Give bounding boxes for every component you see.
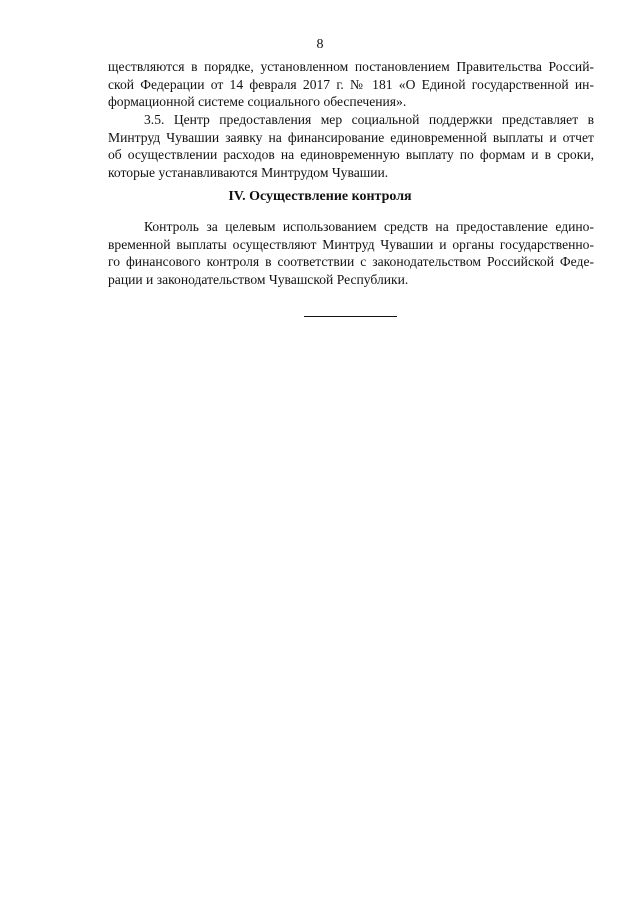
text-line: рации и законодательством Чувашской Республики.	[108, 271, 409, 287]
text-line: которые устанавливаются Минтрудом Чувашии.	[108, 164, 389, 180]
text-line: формационной системе социального обеспечения».	[108, 94, 407, 109]
text-line: го финансового контроля в соответствии с законодательством Российской Феде-	[108, 254, 594, 269]
text-line: 3.5. Центр предоставления мер социальной поддержки представляет в	[144, 112, 594, 127]
end-of-document-rule	[304, 316, 397, 317]
text-line: ской Федерации от 14 февраля 2017 г. № 181 «О Единой государственной ин-	[108, 76, 594, 92]
paragraph-3-5	[108, 111, 594, 181]
text-line: об осуществлении расходов на единовременную выплату по формам и в сроки,	[108, 147, 594, 162]
text-line: Минтруд Чувашии заявку на финансирование единовременной выплаты и отчет	[108, 129, 594, 145]
paragraph-3-4-continuation	[108, 58, 594, 111]
page-number: 8	[316, 37, 324, 52]
section-heading: IV. Осуществление контроля	[228, 189, 412, 204]
text-line: Контроль за целевым использованием средств на предоставление едино-	[144, 219, 594, 234]
paragraph-control	[108, 218, 594, 288]
text-line: ществляются в порядке, установленном постановлением Правительства Россий-	[108, 59, 594, 74]
text-line: временной выплаты осуществляют Минтруд Чувашии и органы государственно-	[108, 236, 594, 252]
